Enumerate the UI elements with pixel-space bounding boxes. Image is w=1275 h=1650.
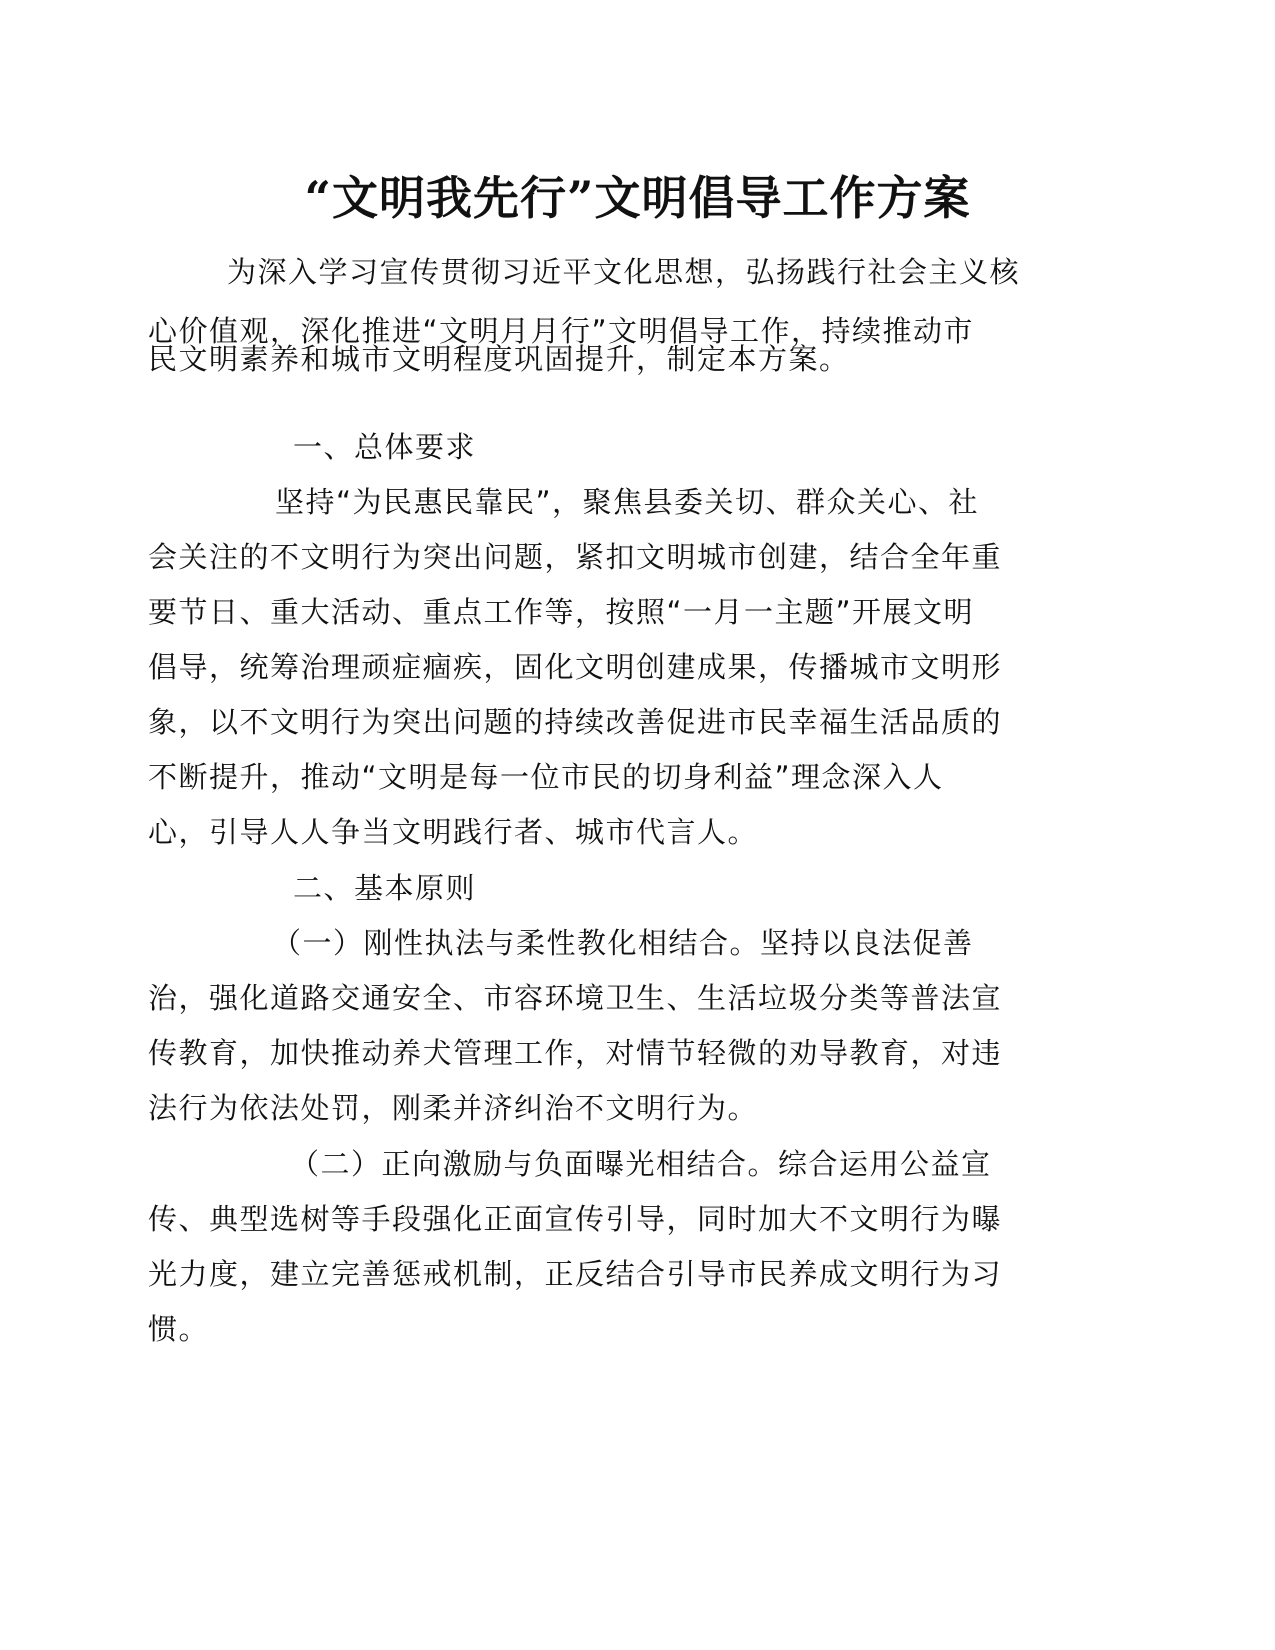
principle1-line: 传教育，加快推动养犬管理工作，对情节轻微的劝导教育，对违 bbox=[148, 1036, 1003, 1070]
intro-line: 为深入学习宣传贯彻习近平文化思想，弘扬践行社会主义核 bbox=[227, 255, 1021, 289]
principle1-line: 治，强化道路交通安全、市容环境卫生、生活垃圾分类等普法宣 bbox=[148, 981, 1003, 1015]
principle2-line: 惯。 bbox=[148, 1312, 210, 1346]
section-heading-general-requirements: 一、总体要求 bbox=[293, 430, 477, 464]
principle1-line: 法行为依法处罚，刚柔并济纠治不文明行为。 bbox=[148, 1091, 759, 1125]
intro-line: 民文明素养和城市文明程度巩固提升，制定本方案。 bbox=[148, 342, 850, 376]
section1-line: 要节日、重大活动、重点工作等，按照“一月一主题”开展文明 bbox=[148, 595, 975, 629]
section1-line: 倡导，统筹治理顽症痼疾，固化文明创建成果，传播城市文明形 bbox=[148, 650, 1003, 684]
document-title: “文明我先行”文明倡导工作方案 bbox=[304, 171, 971, 225]
section1-line: 心，引导人人争当文明践行者、城市代言人。 bbox=[148, 815, 759, 849]
section1-line: 会关注的不文明行为突出问题，紧扣文明城市创建，结合全年重 bbox=[148, 540, 1003, 574]
section-heading-basic-principles: 二、基本原则 bbox=[293, 871, 477, 905]
principle2-line: 光力度，建立完善惩戒机制，正反结合引导市民养成文明行为习 bbox=[148, 1257, 1003, 1291]
section1-line: 不断提升，推动“文明是每一位市民的切身利益”理念深入人 bbox=[148, 760, 944, 794]
principle2-line: （二）正向激励与负面曝光相结合。综合运用公益宣 bbox=[290, 1147, 992, 1181]
section1-line: 坚持“为民惠民靠民”，聚焦县委关切、群众关心、社 bbox=[275, 485, 980, 519]
principle2-line: 传、典型选树等手段强化正面宣传引导，同时加大不文明行为曝 bbox=[148, 1202, 1003, 1236]
intro-line: 心价值观，深化推进“文明月月行”文明倡导工作，持续推动市 bbox=[148, 314, 975, 348]
principle1-line: （一）刚性执法与柔性教化相结合。坚持以良法促善 bbox=[272, 926, 974, 960]
section1-line: 象，以不文明行为突出问题的持续改善促进市民幸福生活品质的 bbox=[148, 705, 1003, 739]
